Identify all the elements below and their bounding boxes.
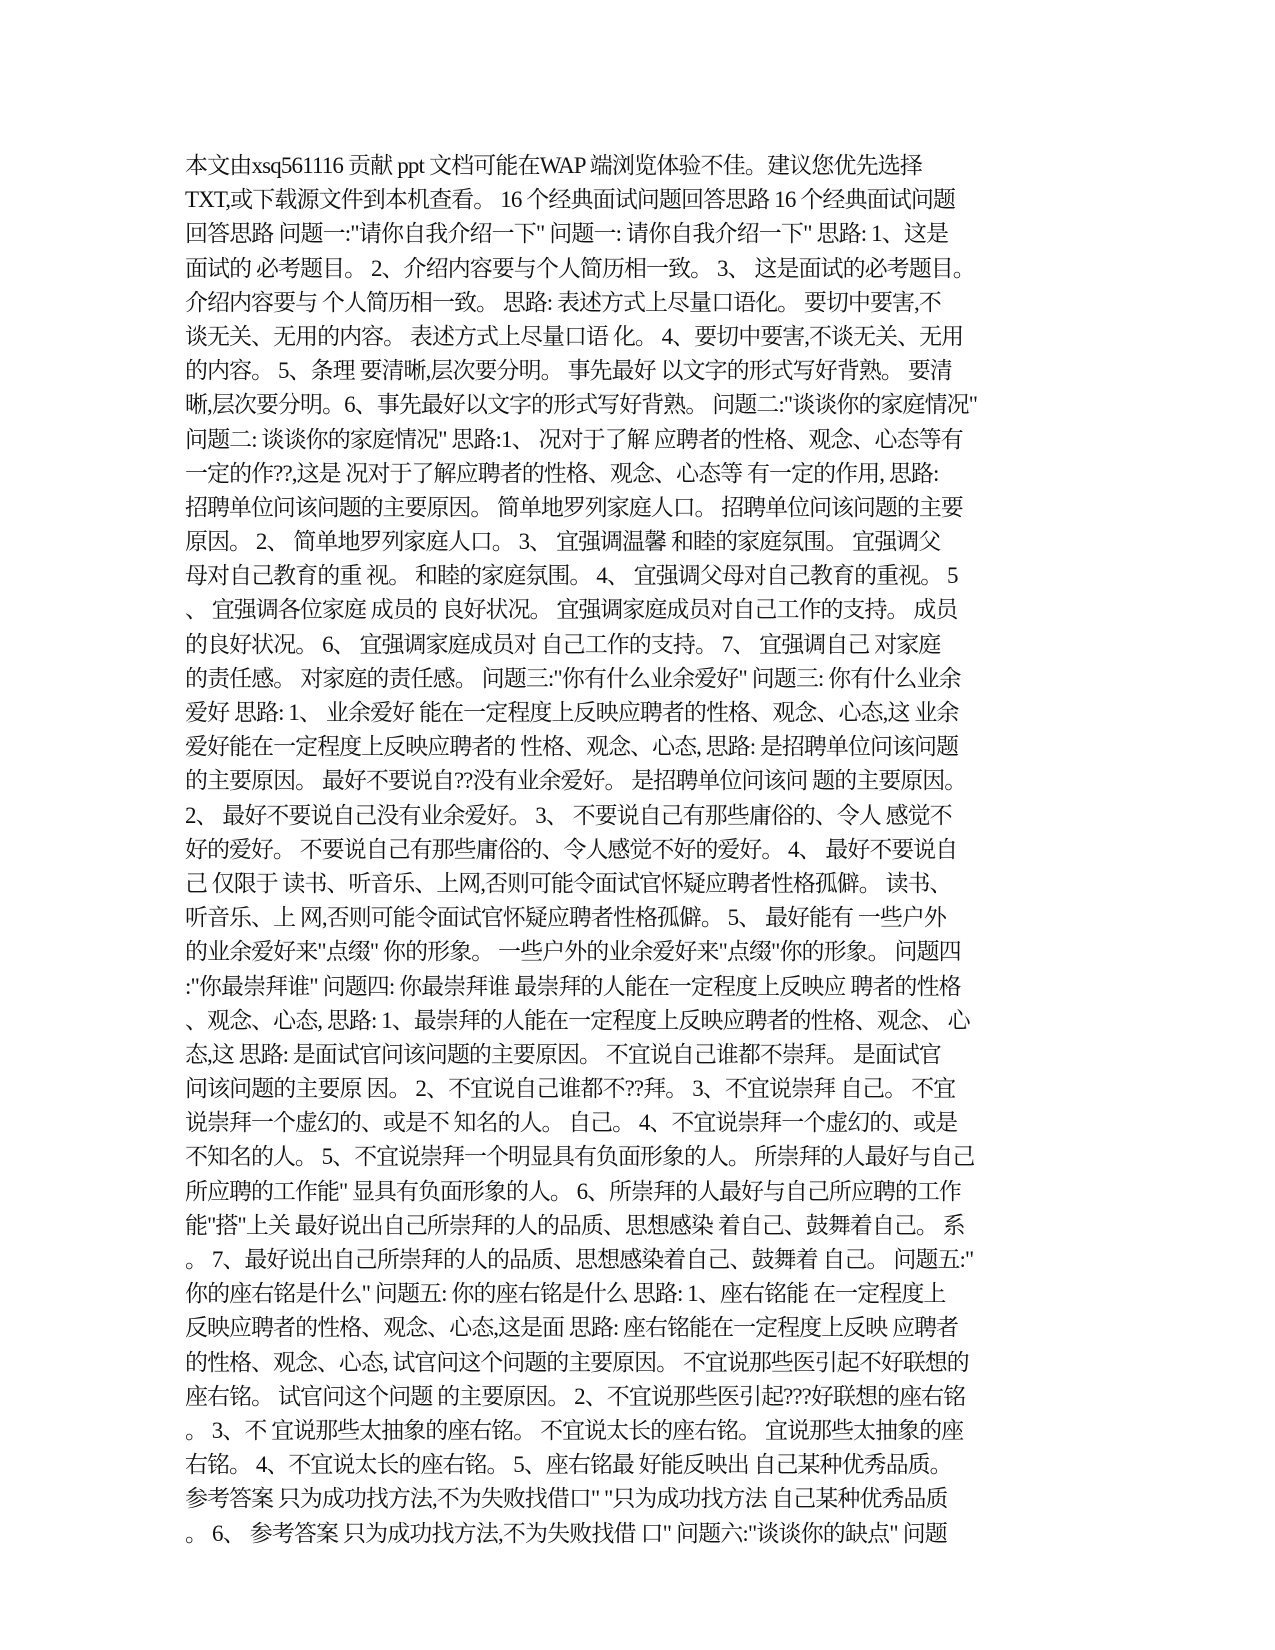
text-line: 说崇拜一个虚幻的、或是不 知名的人。 自己。 4、不宜说崇拜一个虚幻的、或是 xyxy=(185,1110,958,1136)
text-line: 一定的作??,这是 况对于了解应聘者的性格、观念、心态等 有一定的作用, 思路: xyxy=(185,460,939,486)
text-line: TXT,或下载源文件到本机查看。 16 个经典面试问题回答思路 16 个经典面试问题 xyxy=(185,187,956,213)
text-line: 2、 最好不要说自己没有业余爱好。 3、 不要说自己有那些庸俗的、令人 感觉不 xyxy=(185,802,952,828)
text-line: 。 6、 参考答案 只为成功找方法,不为失败找借 口" 问题六:"谈谈你的缺点" 问题 xyxy=(185,1520,947,1546)
text-line: 反映应聘者的性格、观念、心态,这是面 思路: 座右铭能在一定程度上反映 应聘者 xyxy=(185,1315,959,1341)
text-line: 不知名的人。 5、不宜说崇拜一个明显具有负面形象的人。 所崇拜的人最好与自己 xyxy=(185,1144,975,1170)
text-line: 的主要原因。 最好不要说自??没有业余爱好。 是招聘单位问该问 题的主要原因。 xyxy=(185,768,967,794)
text-line: 晰,层次要分明。6、事先最好以文字的形式写好背熟。 问题二:"谈谈你的家庭情况" xyxy=(185,392,978,418)
text-line: 谈无关、无用的内容。 表述方式上尽量口语 化。 4、要切中要害,不谈无关、无用 xyxy=(185,323,964,349)
text-line: 己 仅限于 读书、听音乐、上网,否则可能令面试官怀疑应聘者性格孤僻。 读书、 xyxy=(185,870,952,896)
text-line: 右铭。 4、不宜说太长的座右铭。 5、座右铭最 好能反映出 自己某种优秀品质。 xyxy=(185,1452,952,1478)
text-line: 的良好状况。 6、 宜强调家庭成员对 自己工作的支持。 7、 宜强调自己 对家庭 xyxy=(185,631,941,657)
text-line: 态,这 思路: 是面试官问该问题的主要原因。 不宜说自己谁都不崇拜。 是面试官 xyxy=(185,1041,941,1067)
text-line: 招聘单位问该问题的主要原因。 简单地罗列家庭人口。 招聘单位问该问题的主要 xyxy=(185,494,963,520)
text-line: 好的爱好。 不要说自己有那些庸俗的、令人感觉不好的爱好。 4、 最好不要说自 xyxy=(185,836,958,862)
text-line: 、 宜强调各位家庭 成员的 良好状况。 宜强调家庭成员对自己工作的支持。 成员 xyxy=(185,597,958,623)
document-body-text xyxy=(185,149,1090,1551)
text-line: 面试的 必考题目。 2、介绍内容要与个人简历相一致。 3、 这是面试的必考题目。 xyxy=(185,255,975,281)
text-line: 的性格、观念、心态, 试官问这个问题的主要原因。 不宜说那些医引起不好联想的 xyxy=(185,1349,969,1375)
text-line: 。 7、最好说出自己所崇拜的人的品质、思想感染着自己、鼓舞着 自己。 问题五:" xyxy=(185,1247,974,1272)
text-line: 问该问题的主要原 因。 2、不宜说自己谁都不??拜。 3、不宜说崇拜 自己。 不宜 xyxy=(185,1076,956,1102)
text-line: 母对自己教育的重 视。 和睦的家庭氛围。 4、 宜强调父母对自己教育的重视。 5 xyxy=(185,563,958,589)
text-line: :"你最崇拜谁" 问题四: 你最崇拜谁 最崇拜的人能在一定程度上反映应 聘者的性格 xyxy=(185,973,961,999)
text-line: 的内容。 5、条理 要清晰,层次要分明。 事先最好 以文字的形式写好背熟。 要清 xyxy=(185,358,952,384)
text-line: 听音乐、上 网,否则可能令面试官怀疑应聘者性格孤僻。 5、 最好能有 一些户外 xyxy=(185,905,946,931)
text-line: 座右铭。 试官问这个问题 的主要原因。 2、不宜说那些医引起???好联想的座右铭 xyxy=(185,1383,966,1409)
text-line: 介绍内容要与 个人简历相一致。 思路: 表述方式上尽量口语化。 要切中要害,不 xyxy=(185,289,941,315)
text-line: 本文由xsq561116 贡献 ppt 文档可能在WAP 端浏览体验不佳。建议您优先选择 xyxy=(185,153,923,178)
text-line: 回答思路 问题一:"请你自我介绍一下" 问题一: 请你自我介绍一下" 思路: 1、这是 xyxy=(185,221,949,247)
text-line: 爱好能在一定程度上反映应聘者的 性格、观念、心态, 思路: 是招聘单位问该问题 xyxy=(185,734,959,760)
text-line: 参考答案 只为成功找方法,不为失败找借口" "只为成功找方法 自己某种优秀品质 xyxy=(185,1486,948,1512)
text-line: 、观念、心态, 思路: 1、最崇拜的人能在一定程度上反映应聘者的性格、观念、 心 xyxy=(185,1007,970,1033)
text-line: 能"搭"上关 最好说出自己所崇拜的人的品质、思想感染 着自己、鼓舞着自己。 系 xyxy=(185,1212,965,1238)
text-line: 。 3、不 宜说那些太抽象的座右铭。 不宜说太长的座右铭。 宜说那些太抽象的座 xyxy=(185,1417,964,1443)
text-line: 原因。 2、 简单地罗列家庭人口。 3、 宜强调温馨 和睦的家庭氛围。 宜强调父 xyxy=(185,529,941,555)
text-line: 问题二: 谈谈你的家庭情况" 思路:1、 况对于了解 应聘者的性格、观念、心态等有 xyxy=(185,426,963,452)
text-line: 的业余爱好来"点缀" 你的形象。 一些户外的业余爱好来"点缀"你的形象。 问题四 xyxy=(185,939,961,965)
text-line: 所应聘的工作能" 显具有负面形象的人。 6、所崇拜的人最好与自己所应聘的工作 xyxy=(185,1178,961,1204)
text-line: 你的座右铭是什么" 问题五: 你的座右铭是什么 思路: 1、座右铭能 在一定程度上 xyxy=(185,1281,946,1307)
text-line: 爱好 思路: 1、 业余爱好 能在一定程度上反映应聘者的性格、观念、心态,这 业余 xyxy=(185,700,959,725)
text-line: 的责任感。 对家庭的责任感。 问题三:"你有什么业余爱好" 问题三: 你有什么业余 xyxy=(185,665,961,691)
